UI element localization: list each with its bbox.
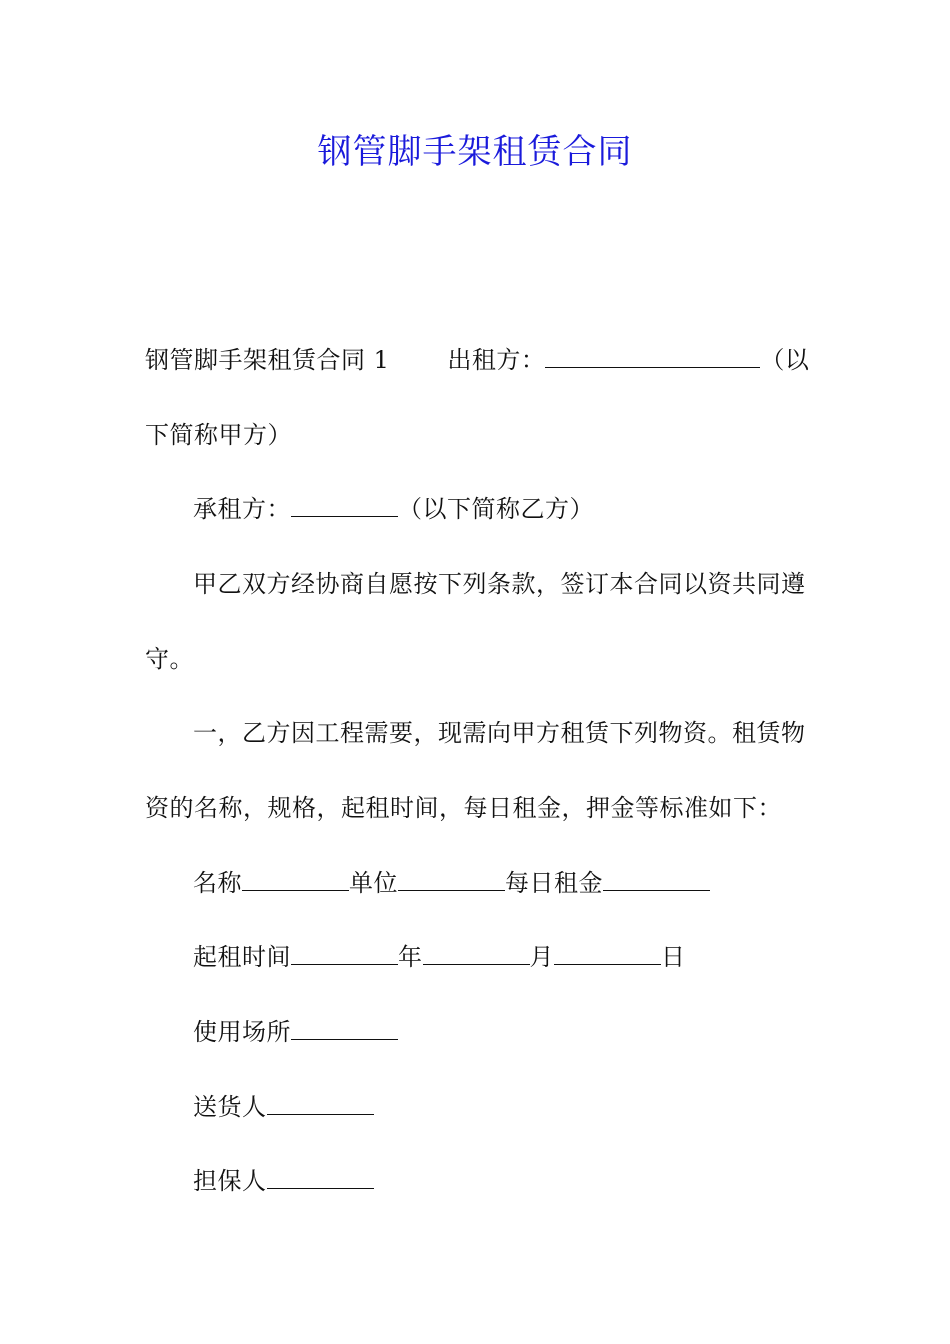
lessor-suffix: （以	[760, 346, 810, 374]
name-blank	[242, 866, 349, 891]
start-time-label: 起租时间	[193, 943, 291, 971]
guarantor-blank	[267, 1164, 374, 1189]
line-deliverer	[193, 1090, 810, 1124]
day-label: 日	[661, 943, 686, 971]
contract-heading-inline: 钢管脚手架租赁合同 1	[145, 346, 390, 374]
guarantor-label: 担保人	[193, 1167, 267, 1195]
year-blank	[291, 940, 398, 965]
document-title: 钢管脚手架租赁合同	[317, 132, 633, 172]
line-items	[193, 866, 810, 900]
line-lessor-cont: 下简称甲方）	[145, 421, 292, 449]
paragraph-agreement-cont: 守。	[145, 645, 194, 673]
name-label: 名称	[193, 869, 242, 897]
lessee-blank	[291, 492, 398, 517]
line-lessee	[193, 492, 810, 526]
lessee-suffix: （以下简称乙方）	[398, 495, 594, 523]
lessor-blank	[545, 343, 760, 368]
line-guarantor	[193, 1164, 810, 1198]
location-blank	[291, 1015, 398, 1040]
unit-blank	[398, 866, 505, 891]
location-label: 使用场所	[193, 1018, 291, 1046]
lessor-label: 出租方：	[447, 346, 546, 374]
line-start-time	[193, 940, 810, 974]
line-location	[193, 1015, 810, 1049]
clause-one-cont: 资的名称，规格，起租时间，每日租金，押金等标准如下：	[145, 794, 782, 822]
lessee-label: 承租方：	[193, 495, 291, 523]
daily-rent-label: 每日租金	[505, 869, 603, 897]
month-blank	[423, 940, 530, 965]
deliverer-blank	[267, 1090, 374, 1115]
year-label: 年	[398, 943, 423, 971]
day-blank	[554, 940, 661, 965]
unit-label: 单位	[349, 869, 398, 897]
month-label: 月	[529, 943, 554, 971]
daily-rent-blank	[603, 866, 710, 891]
paragraph-agreement: 甲乙双方经协商自愿按下列条款，签订本合同以资共同遵	[193, 570, 806, 598]
clause-one: 一，乙方因工程需要，现需向甲方租赁下列物资。租赁物	[193, 719, 806, 747]
line-lessor	[145, 343, 810, 377]
deliverer-label: 送货人	[193, 1093, 267, 1121]
